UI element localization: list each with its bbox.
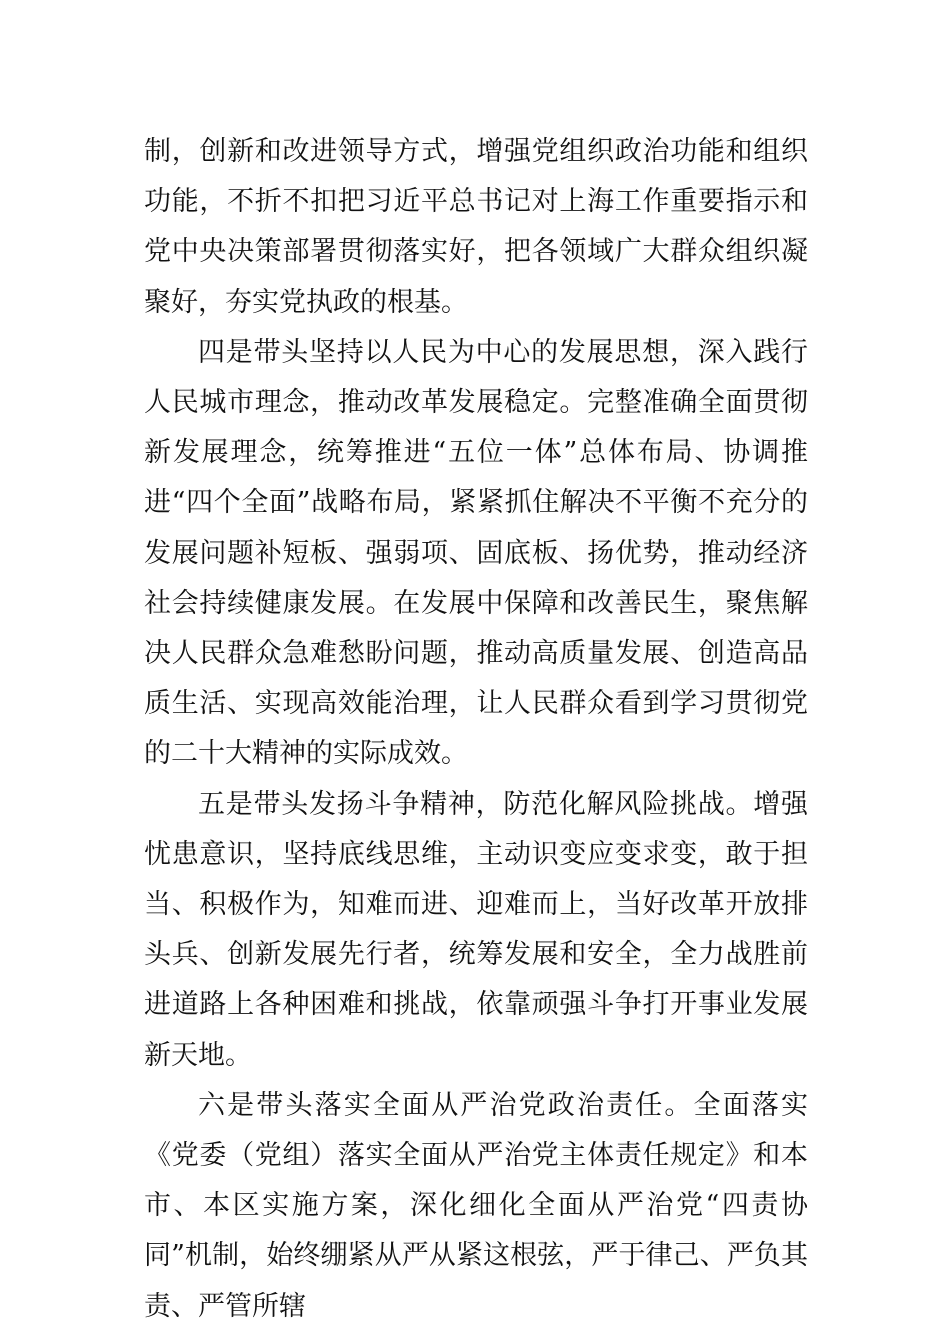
document-body [144,127,808,1332]
paragraph-four: 四是带头坚持以人民为中心的发展思想，深入践行人民城市理念，推动改革发展稳定。完整准确全面贯彻新发展理念，统筹推进“五位一体”总体布局、协调推进“四个全面”战略布局，紧紧抓住解决不平衡不充分的发展问题补短板、强弱项、固底板、扬优势，推动经济社会持续健康发展。在发展中保障和改善民生，聚焦解决人民群众急难愁盼问题，推动高质量发展、创造高品质生活、实现高效能治理，让人民群众看到学习贯彻党的二十大精神的实际成效。 [144,336,808,770]
paragraph-six: 六是带头落实全面从严治党政治责任。全面落实《党委（党组）落实全面从严治党主体责任规定》和本市、本区实施方案，深化细化全面从严治党“四责协同”机制，始终绷紧从严从紧这根弦，严于律己、严负其责、严管所辖 [144,1089,808,1322]
paragraph-continued: 制，创新和改进领导方式，增强党组织政治功能和组织功能，不折不扣把习近平总书记对上海工作重要指示和党中央决策部署贯彻落实好，把各领域广大群众组织凝聚好，夯实党执政的根基。 [144,136,808,318]
paragraph-five: 五是带头发扬斗争精神，防范化解风险挑战。增强忧患意识，坚持底线思维，主动识变应变求变，敢于担当、积极作为，知难而进、迎难而上，当好改革开放排头兵、创新发展先行者，统筹发展和安全，全力战胜前进道路上各种困难和挑战，依靠顽强斗争打开事业发展新天地。 [144,788,808,1071]
